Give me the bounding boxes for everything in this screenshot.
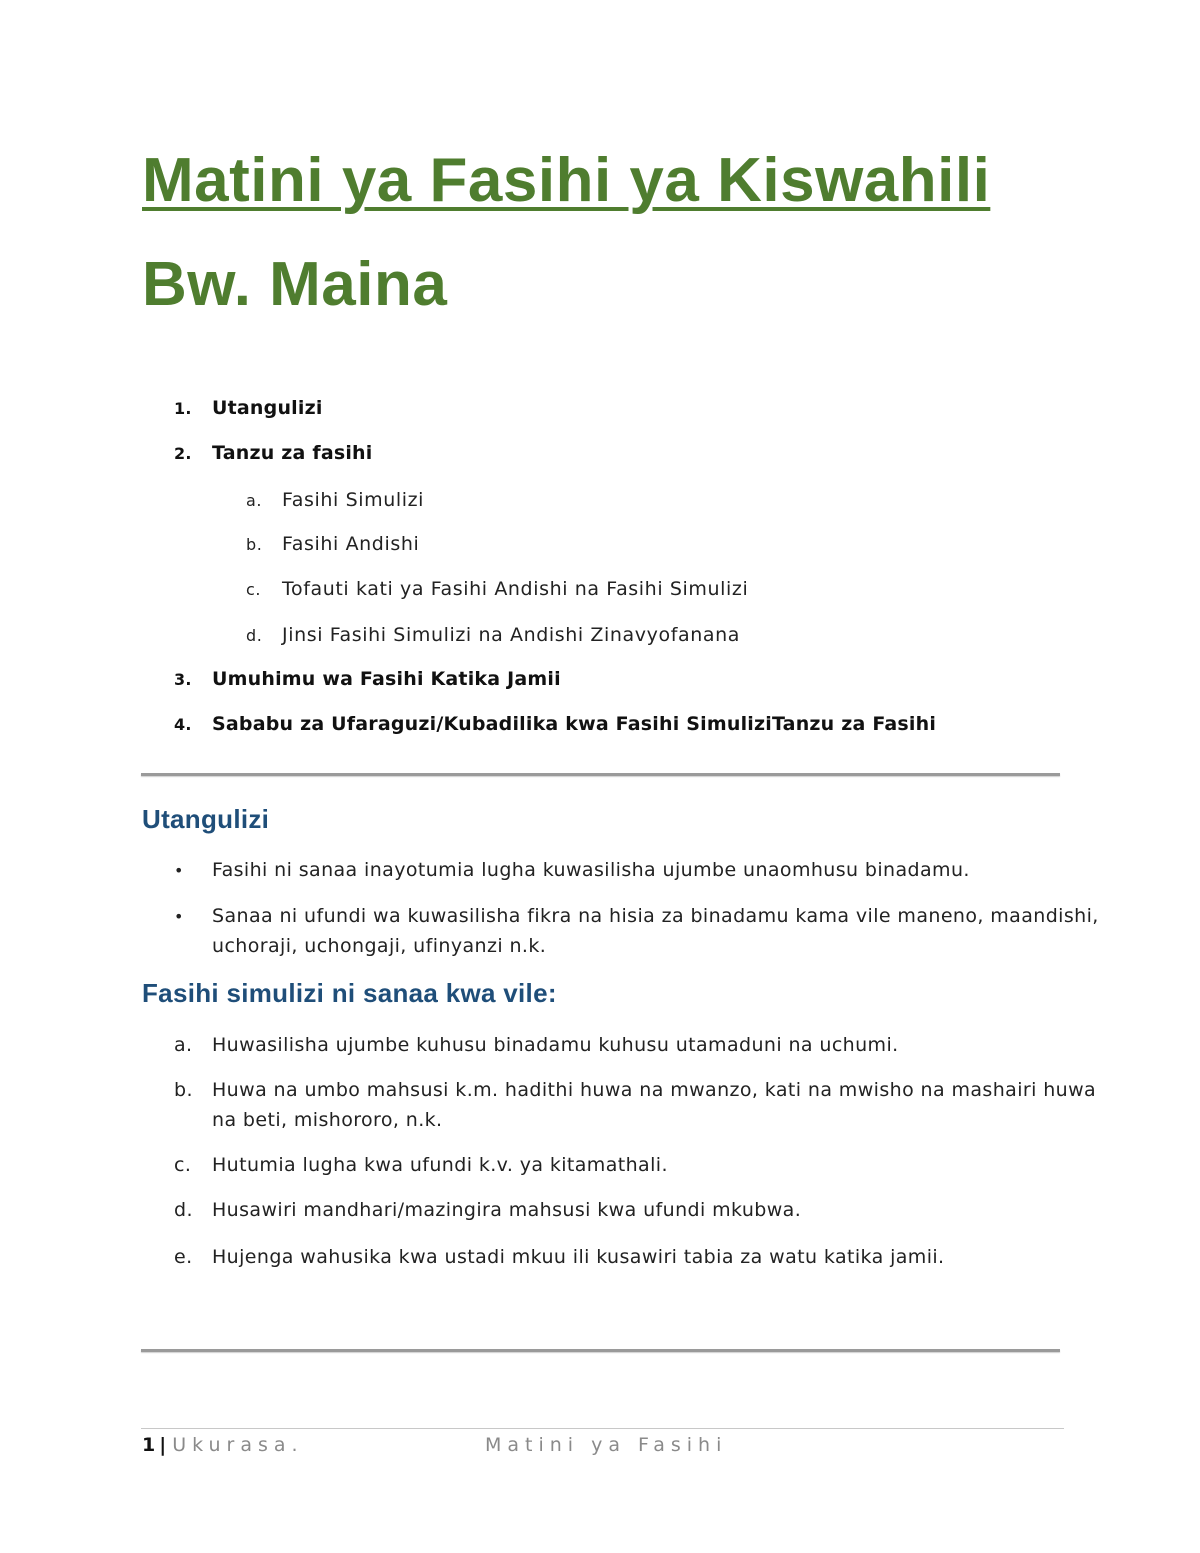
document-title: Matini ya Fasihi ya Kiswahili — [142, 146, 991, 215]
list-item — [174, 1245, 945, 1269]
list-item-letter: c. — [174, 1154, 192, 1176]
list-item-continuation: uchoraji, uchongaji, ufinyanzi n.k. — [212, 935, 547, 957]
footer-separator: | — [159, 1434, 167, 1456]
page-label: Ukurasa. — [172, 1434, 304, 1456]
document-author: Bw. Maina — [142, 250, 448, 319]
toc-subitem — [246, 577, 748, 602]
toc-sub-letter: c. — [246, 580, 262, 599]
list-item-letter: b. — [174, 1079, 193, 1101]
running-title: Matini ya Fasihi — [485, 1434, 728, 1456]
toc-item-utangulizi — [174, 396, 323, 421]
toc-number: 1. — [174, 399, 192, 418]
list-item-text: Hujenga wahusika kwa ustadi mkuu ili kusawiri tabia za watu katika jamii. — [212, 1246, 945, 1268]
toc-sub-label: Jinsi Fasihi Simulizi na Andishi Zinavyofanana — [282, 624, 741, 646]
page-footer — [142, 1433, 304, 1457]
toc-item-sababu — [174, 712, 936, 737]
toc-item-tanzu — [174, 441, 373, 466]
list-item-text: Husawiri mandhari/mazingira mahsusi kwa ufundi mkubwa. — [212, 1199, 802, 1221]
toc-sub-label: Fasihi Andishi — [282, 533, 420, 555]
bullet-marker: • — [174, 861, 184, 880]
toc-label: Sababu za Ufaraguzi/Kubadilika kwa Fasihi SimuliziTanzu za Fasihi — [212, 713, 937, 735]
toc-subitem — [246, 623, 740, 648]
list-item-continuation: na beti, mishororo, n.k. — [212, 1109, 443, 1131]
toc-sub-letter: a. — [246, 491, 263, 510]
list-item — [174, 1033, 899, 1057]
footer-divider — [141, 1428, 1064, 1429]
page-number: 1 — [142, 1434, 156, 1456]
list-item-letter: a. — [174, 1034, 193, 1056]
toc-label: Umuhimu wa Fasihi Katika Jamii — [212, 668, 561, 690]
toc-sub-letter: d. — [246, 626, 263, 645]
toc-number: 4. — [174, 715, 192, 734]
list-item — [174, 1153, 668, 1177]
section-divider — [141, 773, 1060, 776]
section-heading-utangulizi: Utangulizi — [142, 804, 270, 834]
list-item-letter: e. — [174, 1246, 193, 1268]
section-heading-fasihi-simulizi: Fasihi simulizi ni sanaa kwa vile: — [142, 978, 557, 1008]
list-item — [174, 1078, 1096, 1102]
list-item — [174, 904, 1099, 929]
bullet-marker: • — [174, 907, 184, 926]
toc-sub-letter: b. — [246, 535, 263, 554]
list-item-text: Huwa na umbo mahsusi k.m. hadithi huwa na mwanzo, kati na mwisho na mashairi huwa — [212, 1079, 1097, 1101]
list-item — [174, 858, 970, 883]
toc-label: Tanzu za fasihi — [212, 442, 373, 464]
section-divider — [141, 1349, 1060, 1352]
toc-subitem — [246, 488, 424, 513]
list-item-text: Hutumia lugha kwa ufundi k.v. ya kitamathali. — [212, 1154, 668, 1176]
list-item-text: Fasihi ni sanaa inayotumia lugha kuwasilisha ujumbe unaomhusu binadamu. — [212, 859, 970, 881]
list-item — [174, 1198, 801, 1222]
toc-item-umuhimu — [174, 667, 561, 692]
toc-subitem — [246, 532, 419, 557]
list-item-text: Huwasilisha ujumbe kuhusu binadamu kuhusu utamaduni na uchumi. — [212, 1034, 899, 1056]
toc-sub-label: Tofauti kati ya Fasihi Andishi na Fasihi Simulizi — [282, 578, 749, 600]
list-item-text: Sanaa ni ufundi wa kuwasilisha fikra na hisia za binadamu kama vile maneno, maandishi, — [212, 905, 1099, 927]
toc-number: 3. — [174, 670, 192, 689]
toc-number: 2. — [174, 444, 192, 463]
list-item-letter: d. — [174, 1199, 193, 1221]
toc-label: Utangulizi — [212, 397, 323, 419]
toc-sub-label: Fasihi Simulizi — [282, 489, 425, 511]
